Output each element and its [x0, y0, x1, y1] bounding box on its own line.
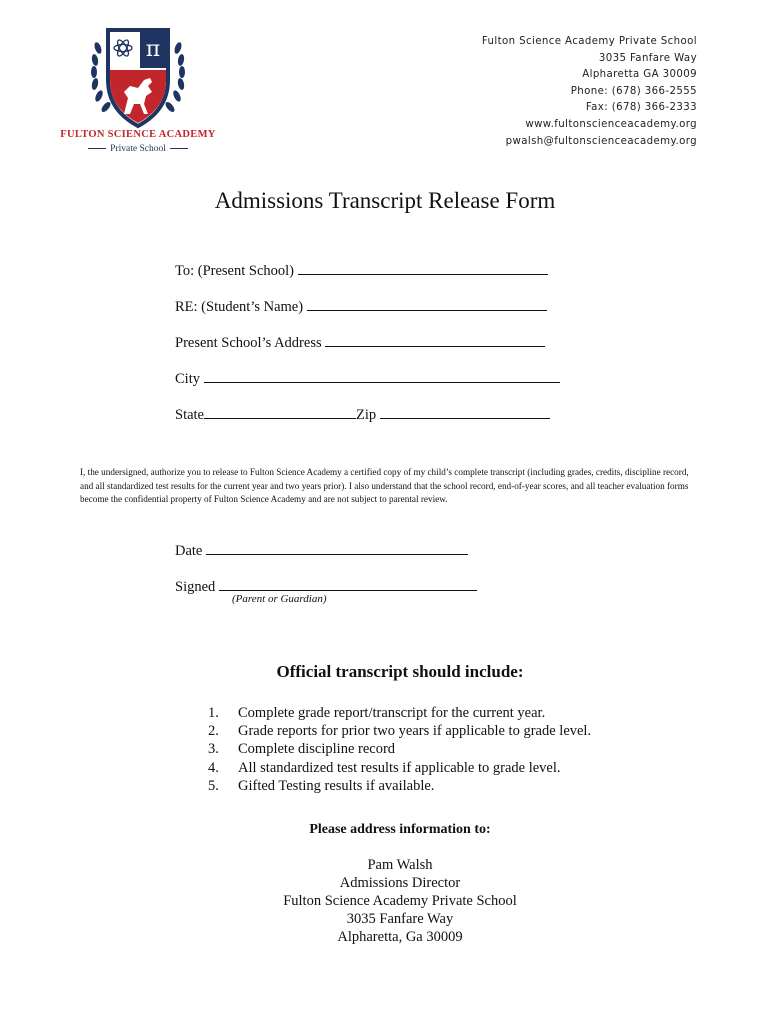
- contact-website[interactable]: www.fultonscienceacademy.org: [525, 118, 697, 130]
- contact-block: [482, 34, 697, 150]
- contact-school: Fulton Science Academy Private School: [481, 36, 697, 47]
- contact-fax: Fax: (678) 366-2333: [585, 102, 697, 114]
- logo-school-name: FULTON SCIENCE ACADEMY: [60, 129, 216, 140]
- date-input-line[interactable]: [206, 540, 468, 555]
- zip-input-line[interactable]: [380, 404, 550, 419]
- school-address-field: [175, 332, 545, 352]
- include-list: [208, 704, 591, 795]
- school-address-input-line[interactable]: [325, 332, 545, 347]
- present-school-label: To: (Present School): [175, 263, 294, 279]
- address-street: 3035 Fanfare Way: [346, 911, 454, 927]
- state-label: State: [175, 407, 204, 423]
- date-label: Date: [175, 543, 203, 559]
- city-label: City: [175, 371, 200, 387]
- student-name-field: [175, 296, 547, 316]
- school-address-label: Present School’s Address: [175, 335, 322, 351]
- list-item: 2. Grade reports for prior two years if applicable to grade level.: [208, 723, 592, 740]
- zip-label: Zip: [356, 407, 377, 423]
- contact-phone: Phone: (678) 366-2555: [570, 85, 697, 97]
- list-item: 3. Complete discipline record: [208, 741, 396, 758]
- present-school-field: [175, 260, 548, 280]
- address-school: Fulton Science Academy Private School: [283, 893, 517, 909]
- student-name-input-line[interactable]: [307, 296, 547, 311]
- state-input-line[interactable]: [204, 404, 356, 419]
- student-name-label: RE: (Student’s Name): [175, 299, 304, 315]
- list-item: 1. Complete grade report/transcript for the current year.: [208, 705, 546, 721]
- form-title: Admissions Transcript Release Form: [214, 188, 556, 213]
- address-city: Alpharetta, Ga 30009: [337, 929, 463, 945]
- city-field: [175, 368, 560, 388]
- signature-input-line[interactable]: [219, 576, 477, 591]
- guardian-note: (Parent or Guardian): [232, 593, 327, 605]
- date-field: [175, 540, 468, 560]
- include-heading: Official transcript should include:: [276, 662, 524, 681]
- list-item: 5. Gifted Testing results if available.: [208, 777, 435, 794]
- address-block: [0, 856, 770, 946]
- logo-subtitle: Private School: [58, 144, 218, 154]
- state-zip-field: [175, 404, 550, 424]
- address-title: Admissions Director: [339, 875, 461, 891]
- signed-label: Signed: [175, 579, 216, 595]
- pi-symbol: π: [145, 37, 161, 62]
- address-name: Pam Walsh: [367, 857, 433, 873]
- address-heading: Please address information to:: [309, 822, 491, 837]
- city-input-line[interactable]: [204, 368, 560, 383]
- present-school-input-line[interactable]: [298, 260, 548, 275]
- school-crest-logo: [86, 22, 190, 130]
- consent-paragraph: I, the undersigned, authorize you to release to Fulton Science Academy a certified copy of my child’s complete transcript (including grades, credits, discipline record, and all standardized test results for the current year and two years prior). I also understand that the school record, end-of-year scores, and all teacher evaluation forms become the confidential property of Fulton Science Academy and are not subject to parental review.: [80, 467, 689, 505]
- contact-email[interactable]: pwalsh@fultonscienceacademy.org: [505, 135, 697, 147]
- list-item: 4. All standardized test results if applicable to grade level.: [208, 759, 561, 776]
- contact-street: 3035 Fanfare Way: [598, 52, 697, 64]
- contact-city: Alpharetta GA 30009: [582, 69, 697, 81]
